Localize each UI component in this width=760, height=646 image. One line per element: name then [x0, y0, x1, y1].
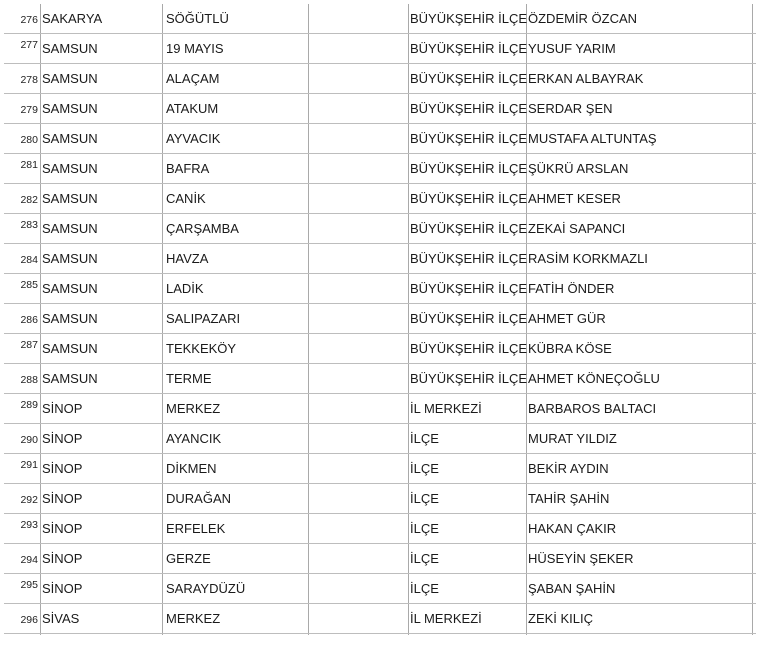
candidate-name-cell: ŞÜKRÜ ARSLAN [528, 161, 629, 176]
table-row [4, 64, 756, 94]
province-cell: SİNOP [42, 581, 83, 596]
province-cell: SİNOP [42, 551, 83, 566]
empty-cell [310, 334, 406, 363]
candidate-name-cell: FATİH ÖNDER [528, 281, 615, 296]
district-cell: ERFELEK [166, 521, 226, 536]
candidate-name-cell: MUSTAFA ALTUNTAŞ [528, 131, 657, 146]
table-row [4, 4, 756, 34]
candidate-name-cell: KÜBRA KÖSE [528, 341, 612, 356]
row-number: 293 [20, 519, 38, 531]
empty-cell [310, 484, 406, 513]
empty-cell [310, 454, 406, 483]
spreadsheet-table [4, 4, 756, 634]
candidate-name-cell: HAKAN ÇAKIR [528, 521, 617, 536]
empty-cell [310, 4, 406, 33]
district-cell: LADİK [166, 281, 204, 296]
row-number: 285 [20, 279, 38, 291]
district-cell: CANİK [166, 191, 206, 206]
province-cell: SİNOP [42, 431, 83, 446]
municipality-type-cell: İLÇE [410, 551, 439, 566]
candidate-name-cell: ZEKİ KILIÇ [528, 611, 594, 626]
row-number: 278 [20, 74, 38, 86]
empty-cell [310, 544, 406, 573]
empty-cell [310, 304, 406, 333]
province-cell: SAKARYA [42, 11, 103, 26]
municipality-type-cell: BÜYÜKŞEHİR İLÇE [410, 251, 528, 266]
municipality-type-cell: İLÇE [410, 461, 439, 476]
table-row [4, 124, 756, 154]
table-row [4, 514, 756, 544]
candidate-name-cell: ŞABAN ŞAHİN [528, 581, 616, 596]
table-row [4, 424, 756, 454]
empty-cell [310, 394, 406, 423]
municipality-type-cell: BÜYÜKŞEHİR İLÇE [410, 161, 528, 176]
table-row [4, 304, 756, 334]
row-number: 292 [20, 494, 38, 506]
candidate-name-cell: AHMET GÜR [528, 311, 606, 326]
row-number: 277 [20, 39, 38, 51]
municipality-type-cell: BÜYÜKŞEHİR İLÇE [410, 11, 528, 26]
candidate-name-cell: BEKİR AYDIN [528, 461, 609, 476]
empty-cell [310, 514, 406, 543]
province-cell: SAMSUN [42, 251, 98, 266]
province-cell: SİVAS [42, 611, 80, 626]
candidate-name-cell: AHMET KESER [528, 191, 621, 206]
province-cell: SİNOP [42, 461, 83, 476]
municipality-type-cell: BÜYÜKŞEHİR İLÇE [410, 341, 528, 356]
table-row [4, 544, 756, 574]
province-cell: SAMSUN [42, 281, 98, 296]
province-cell: SAMSUN [42, 341, 98, 356]
candidate-name-cell: ERKAN ALBAYRAK [528, 71, 644, 86]
district-cell: BAFRA [166, 161, 210, 176]
municipality-type-cell: BÜYÜKŞEHİR İLÇE [410, 71, 528, 86]
row-number: 279 [20, 104, 38, 116]
municipality-type-cell: BÜYÜKŞEHİR İLÇE [410, 41, 528, 56]
empty-cell [310, 34, 406, 63]
candidate-name-cell: RASİM KORKMAZLI [528, 251, 648, 266]
district-cell: 19 MAYIS [166, 41, 224, 56]
district-cell: SARAYDÜZÜ [166, 581, 246, 596]
table-row [4, 94, 756, 124]
row-number: 289 [20, 399, 38, 411]
province-cell: SAMSUN [42, 101, 98, 116]
candidate-name-cell: TAHİR ŞAHİN [528, 491, 610, 506]
district-cell: MERKEZ [166, 611, 221, 626]
province-cell: SAMSUN [42, 311, 98, 326]
row-number: 291 [20, 459, 38, 471]
province-cell: SİNOP [42, 521, 83, 536]
row-number: 296 [20, 614, 38, 626]
candidate-name-cell: ZEKAİ SAPANCI [528, 221, 626, 236]
table-row [4, 484, 756, 514]
table-row [4, 394, 756, 424]
province-cell: SAMSUN [42, 161, 98, 176]
district-cell: ÇARŞAMBA [166, 221, 239, 236]
empty-cell [310, 424, 406, 453]
municipality-type-cell: İLÇE [410, 491, 439, 506]
district-cell: TEKKEKÖY [166, 341, 237, 356]
province-cell: SAMSUN [42, 41, 98, 56]
row-number: 290 [20, 434, 38, 446]
table-row [4, 454, 756, 484]
row-number: 281 [20, 159, 38, 171]
empty-cell [310, 604, 406, 633]
district-cell: DİKMEN [166, 461, 217, 476]
district-cell: SALIPAZARI [166, 311, 241, 326]
table-row [4, 34, 756, 64]
empty-cell [310, 364, 406, 393]
row-number: 286 [20, 314, 38, 326]
municipality-type-cell: İL MERKEZİ [410, 611, 482, 626]
table-row [4, 574, 756, 604]
empty-cell [310, 94, 406, 123]
row-number: 288 [20, 374, 38, 386]
municipality-type-cell: İL MERKEZİ [410, 401, 482, 416]
table-row [4, 274, 756, 304]
row-number: 280 [20, 134, 38, 146]
empty-cell [310, 574, 406, 603]
district-cell: GERZE [166, 551, 211, 566]
row-number: 276 [20, 14, 38, 26]
candidate-name-cell: MURAT YILDIZ [528, 431, 617, 446]
table-row [4, 184, 756, 214]
row-number: 282 [20, 194, 38, 206]
municipality-type-cell: BÜYÜKŞEHİR İLÇE [410, 221, 528, 236]
row-number: 283 [20, 219, 38, 231]
municipality-type-cell: BÜYÜKŞEHİR İLÇE [410, 191, 528, 206]
empty-cell [310, 64, 406, 93]
province-cell: SAMSUN [42, 71, 98, 86]
municipality-type-cell: BÜYÜKŞEHİR İLÇE [410, 131, 528, 146]
empty-cell [310, 274, 406, 303]
province-cell: SAMSUN [42, 221, 98, 236]
candidate-name-cell: YUSUF YARIM [528, 41, 616, 56]
province-cell: SAMSUN [42, 131, 98, 146]
municipality-type-cell: BÜYÜKŞEHİR İLÇE [410, 311, 528, 326]
candidate-name-cell: BARBAROS BALTACI [528, 401, 657, 416]
empty-cell [310, 214, 406, 243]
candidate-name-cell: SERDAR ŞEN [528, 101, 613, 116]
municipality-type-cell: BÜYÜKŞEHİR İLÇE [410, 101, 528, 116]
district-cell: MERKEZ [166, 401, 221, 416]
municipality-type-cell: İLÇE [410, 581, 439, 596]
table-row [4, 604, 756, 634]
empty-cell [310, 184, 406, 213]
district-cell: AYVACIK [166, 131, 221, 146]
municipality-type-cell: İLÇE [410, 521, 439, 536]
empty-cell [310, 154, 406, 183]
district-cell: HAVZA [166, 251, 209, 266]
table-row [4, 334, 756, 364]
province-cell: SAMSUN [42, 371, 98, 386]
row-number: 284 [20, 254, 38, 266]
district-cell: ALAÇAM [166, 71, 220, 86]
candidate-name-cell: HÜSEYİN ŞEKER [528, 551, 634, 566]
empty-cell [310, 124, 406, 153]
province-cell: SİNOP [42, 491, 83, 506]
table-body [4, 4, 756, 634]
table-row [4, 154, 756, 184]
municipality-type-cell: BÜYÜKŞEHİR İLÇE [410, 281, 528, 296]
candidate-name-cell: ÖZDEMİR ÖZCAN [528, 11, 638, 26]
district-cell: ATAKUM [166, 101, 219, 116]
table-row [4, 364, 756, 394]
province-cell: SAMSUN [42, 191, 98, 206]
district-cell: DURAĞAN [166, 491, 232, 506]
district-cell: SÖĞÜTLÜ [166, 11, 229, 26]
province-cell: SİNOP [42, 401, 83, 416]
row-number: 294 [20, 554, 38, 566]
municipality-type-cell: İLÇE [410, 431, 439, 446]
district-cell: AYANCIK [166, 431, 222, 446]
row-number: 287 [20, 339, 38, 351]
row-number: 295 [20, 579, 38, 591]
municipality-type-cell: BÜYÜKŞEHİR İLÇE [410, 371, 528, 386]
empty-cell [310, 244, 406, 273]
district-cell: TERME [166, 371, 212, 386]
table-row [4, 244, 756, 274]
table-row [4, 214, 756, 244]
candidate-name-cell: AHMET KÖNEÇOĞLU [528, 371, 660, 386]
